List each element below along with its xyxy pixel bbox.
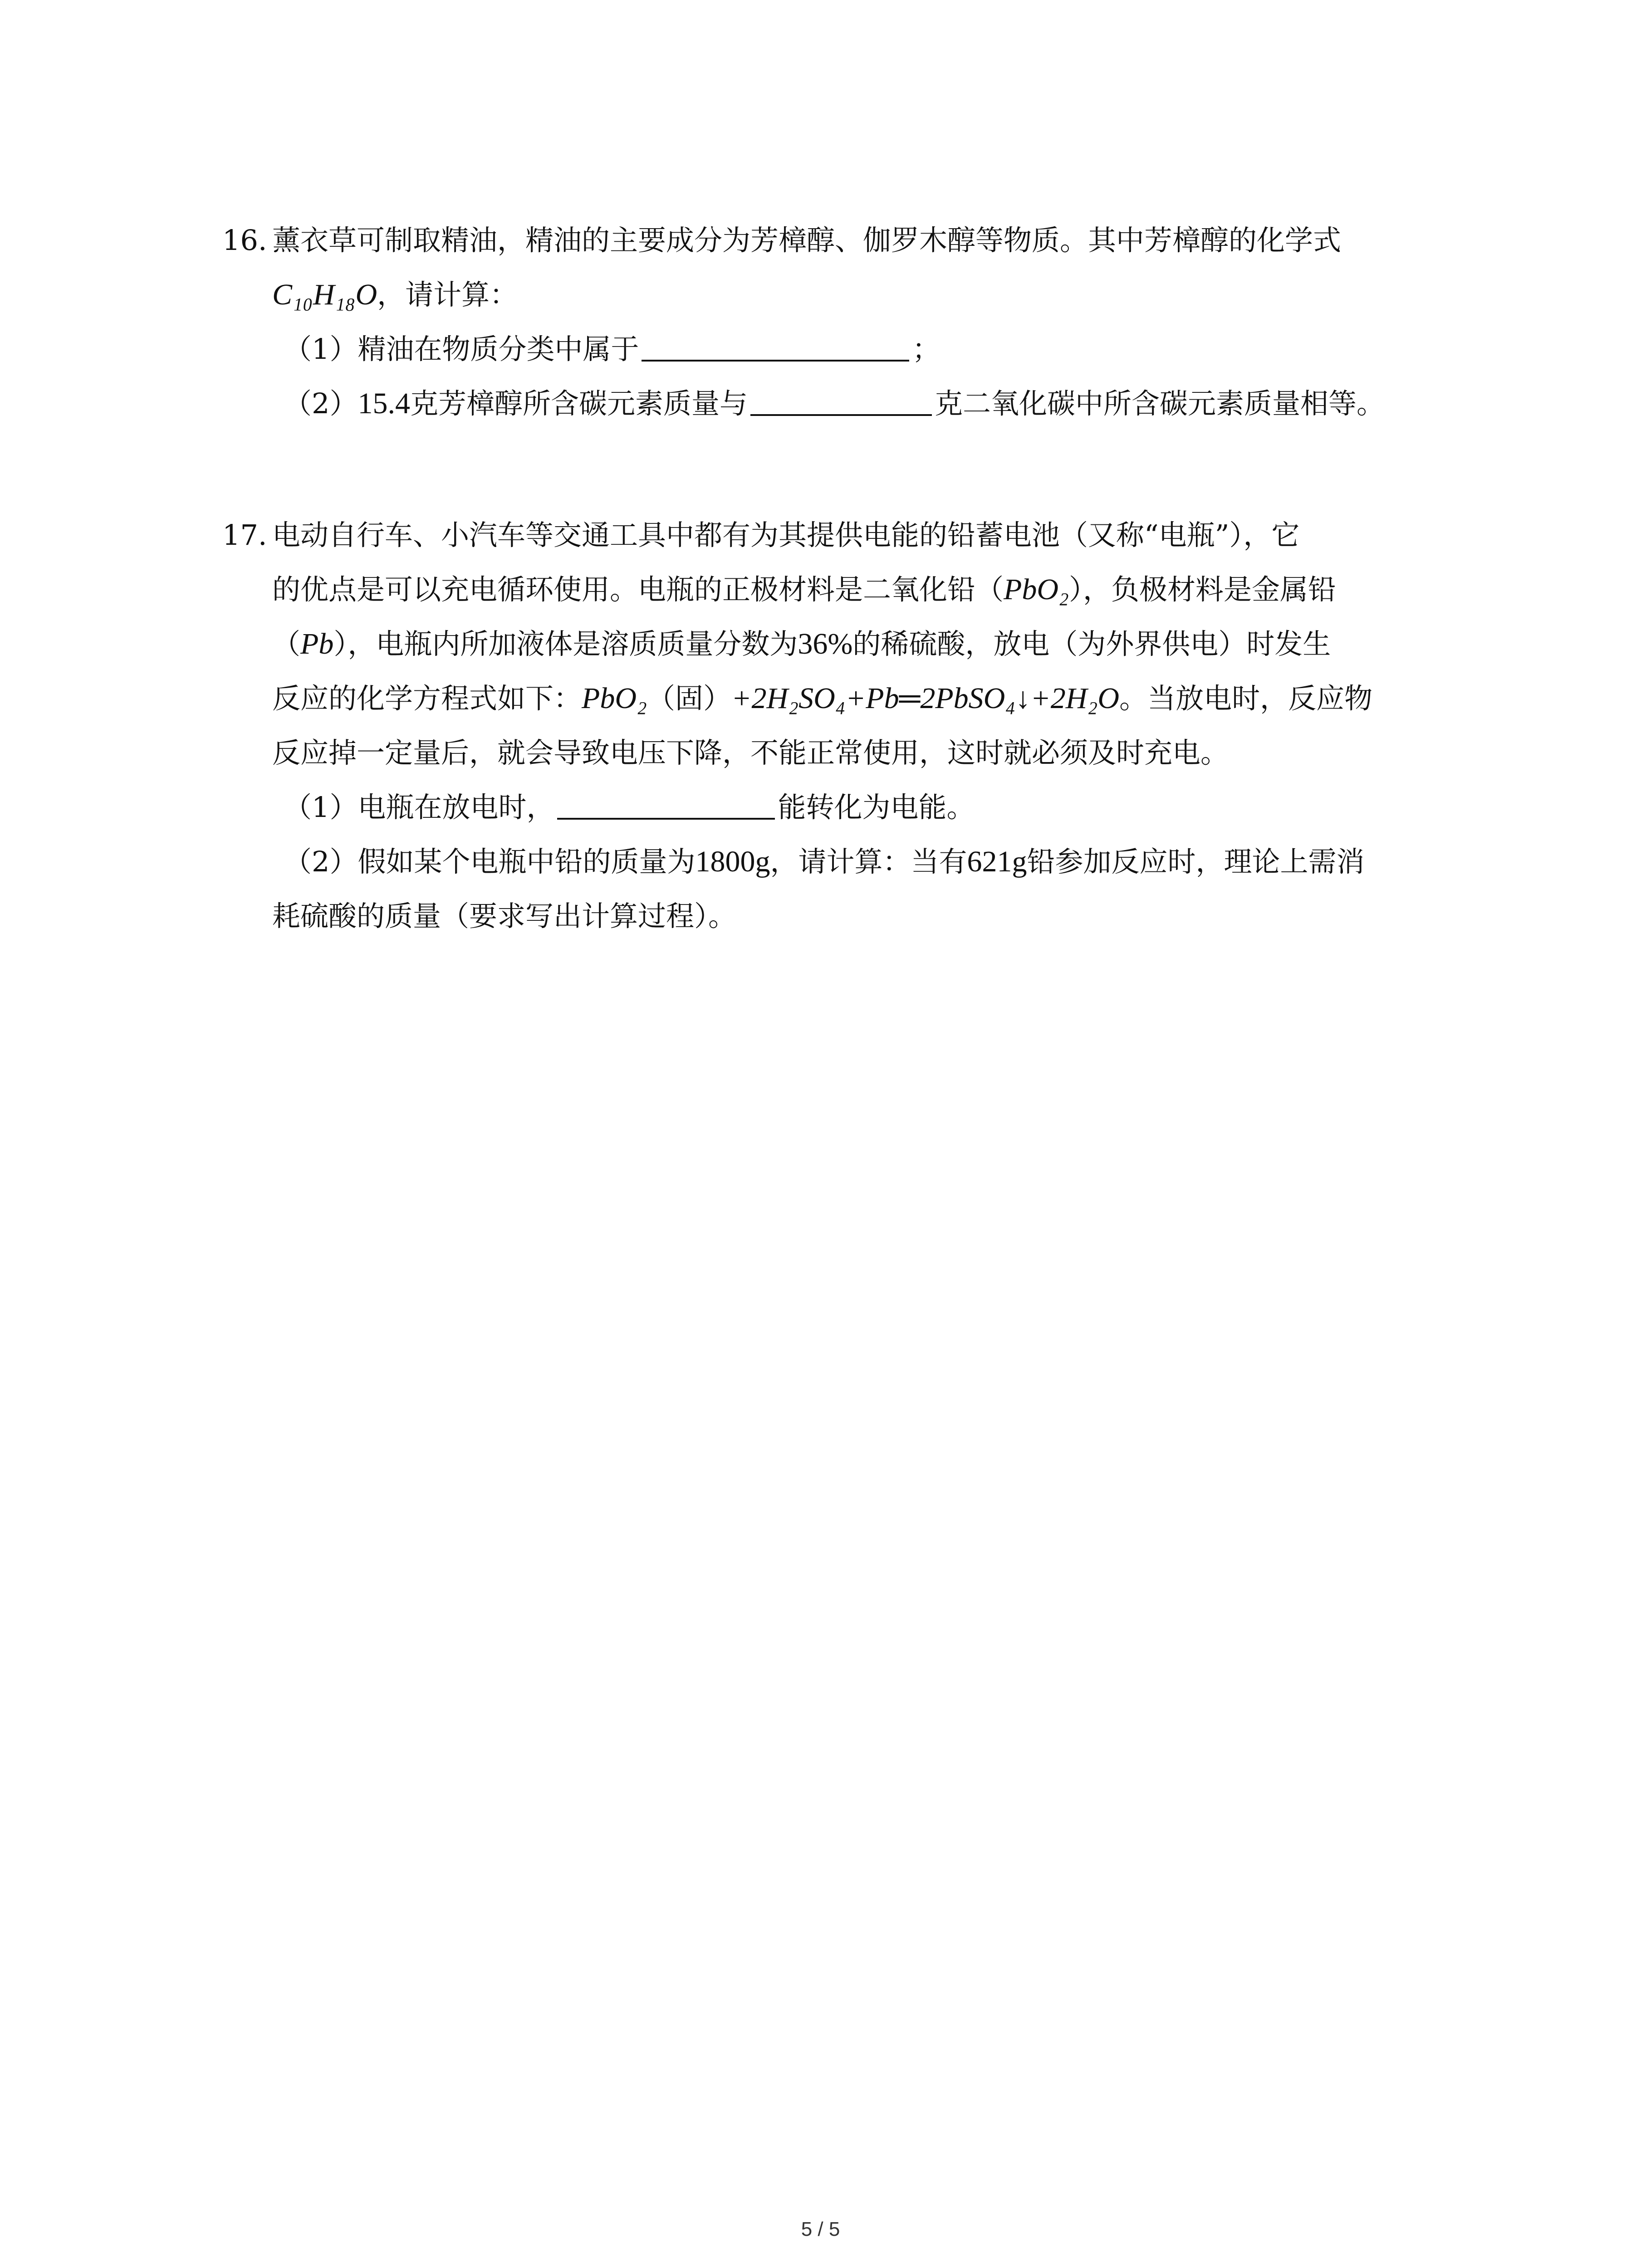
numeric-value: 621g [967,845,1027,878]
q16-line-1 [222,213,1452,268]
q17-text: （固） [647,682,731,715]
chemical-formula: C₁₀H₁₈O [272,278,377,311]
question-16 [222,213,1452,431]
q17-line-3 [222,617,1452,671]
subquestion-text-end: 能转化为电能。 [778,791,975,824]
q17-text: （ [272,627,301,660]
subquestion-text: 铅参加反应时，理论上需消 [1027,845,1365,878]
chemical-formula: Pb [300,627,334,660]
numeric-value: 36% [798,627,853,660]
q16-text-cont: ，请计算： [377,278,518,311]
subquestion-text: （2）假如某个电瓶中铅的质量为 [284,845,696,878]
question-17 [222,508,1452,943]
page-number: 5 / 5 [801,2218,840,2240]
q17-text: 的优点是可以充电循环使用。电瓶的正极材料是二氧化铅（ [272,573,1004,606]
subquestion-text: ，请计算：当有 [770,845,967,878]
q16-subquestion-1 [222,322,1452,376]
q17-text: 的稀硫酸，放电（为外界供电）时发生 [852,627,1331,660]
q17-text: 电动自行车、小汽车等交通工具中都有为其提供电能的铅蓄电池（又称“电瓶”），它 [272,518,1300,552]
chemical-equation: +2H₂SO₄+Pb═2PbSO₄↓+2H₂O [731,682,1120,715]
q17-text: ），负极材料是金属铅 [1068,573,1336,606]
subquestion-text-mid: 克芳樟醇所含碳元素质量与 [410,387,748,420]
question-number: 16. [222,224,267,257]
q17-text: 。当放电时，反应物 [1119,682,1373,715]
q17-subquestion-2 [222,835,1452,889]
q16-text: 薰衣草可制取精油，精油的主要成分为芳樟醇、伽罗木醇等物质。其中芳樟醇的化学式 [272,224,1342,257]
subquestion-text: 耗硫酸的质量（要求写出计算过程）。 [272,899,737,933]
numeric-value: 15.4 [358,387,410,420]
subquestion-text: （1）精油在物质分类中属于 [284,332,639,366]
q17-text: ），电瓶内所加液体是溶质质量分数为 [333,627,798,660]
subquestion-text: （1）电瓶在放电时， [284,791,555,824]
subquestion-text: （2） [284,387,358,420]
q17-line-2 [222,562,1452,617]
subquestion-text-end: 克二氧化碳中所含碳元素质量相等。 [934,387,1385,420]
q16-line-2 [222,268,1452,322]
numeric-value: 1800g [695,845,770,878]
q17-line-1 [222,508,1452,562]
answer-blank[interactable] [642,333,909,362]
q17-subquestion-1 [222,780,1452,835]
q17-line-5 [222,726,1452,780]
chemical-formula: PbO₂ [1004,573,1069,606]
answer-blank[interactable] [557,792,775,820]
chemical-formula: PbO₂ [582,682,647,715]
q17-text: 反应掉一定量后，就会导致电压下降，不能正常使用，这时就必须及时充电。 [272,736,1229,769]
q17-text: 反应的化学方程式如下： [272,682,582,715]
question-number: 17. [222,518,267,552]
subquestion-text-end: ； [912,332,941,366]
q16-subquestion-2 [222,376,1452,431]
q17-line-4 [222,671,1452,726]
q17-subquestion-2-cont [222,889,1452,943]
answer-blank[interactable] [750,388,932,416]
